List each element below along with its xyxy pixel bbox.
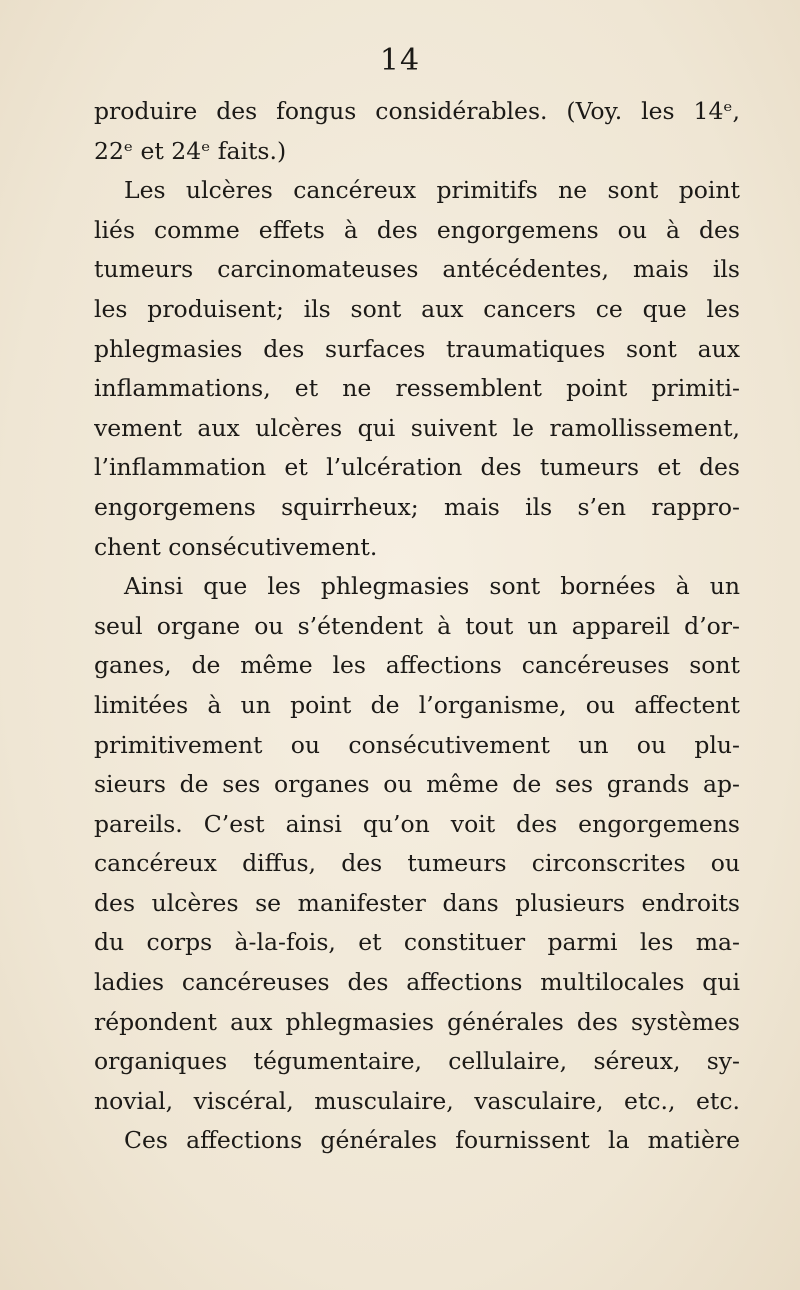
text-line: novial, viscéral, musculaire, vasculaire, etc., etc.: [94, 1086, 740, 1115]
text-line: l’inflammation et l’ulcération des tumeurs et des: [94, 453, 740, 482]
text-line: pareils. C’est ainsi qu’on voit des engorgemens: [94, 809, 740, 838]
text-line: organiques tégumentaire, cellulaire, séreux, sy-: [94, 1047, 740, 1076]
text-line: 22ᵉ et 24ᵉ faits.): [94, 136, 287, 165]
text-line: vement aux ulcères qui suivent le ramollissement,: [94, 413, 740, 442]
text-line: produire des fongus considérables. (Voy. les 14ᵉ,: [94, 97, 740, 125]
text-line: inflammations, et ne ressemblent point primiti-: [94, 374, 740, 403]
paragraph-start-line: Ainsi que les phlegmasies sont bornées à un: [124, 572, 740, 601]
page-number: 14: [379, 43, 421, 78]
body-text: [94, 92, 740, 1161]
text-line: primitivement ou consécutivement un ou plu-: [94, 730, 740, 759]
paragraph-start-line: Les ulcères cancéreux primitifs ne sont point: [124, 176, 740, 205]
text-line: sieurs de ses organes ou même de ses grands ap-: [94, 770, 740, 799]
paragraph-start-line: Ces affections générales fournissent la matière: [124, 1126, 740, 1155]
text-line: engorgemens squirrheux; mais ils s’en rappro-: [94, 492, 740, 521]
text-line: ganes, de même les affections cancéreuses sont: [94, 651, 740, 680]
text-line: répondent aux phlegmasies générales des systèmes: [94, 1007, 740, 1036]
text-line: liés comme effets à des engorgemens ou à des: [94, 215, 740, 244]
text-line: ladies cancéreuses des affections multilocales qui: [94, 968, 740, 997]
text-line: les produisent; ils sont aux cancers ce que les: [94, 294, 740, 323]
text-line: chent consécutivement.: [94, 532, 378, 561]
text-line: seul organe ou s’étendent à tout un appareil d’or-: [94, 611, 740, 640]
text-line: phlegmasies des surfaces traumatiques sont aux: [94, 334, 740, 363]
text-line: limitées à un point de l’organisme, ou affectent: [94, 690, 740, 719]
text-line: cancéreux diffus, des tumeurs circonscrites ou: [94, 849, 740, 878]
text-line: du corps à-la-fois, et constituer parmi les ma-: [94, 928, 740, 957]
text-line: tumeurs carcinomateuses antécédentes, mais ils: [94, 255, 740, 284]
text-line: des ulcères se manifester dans plusieurs endroits: [94, 888, 740, 917]
